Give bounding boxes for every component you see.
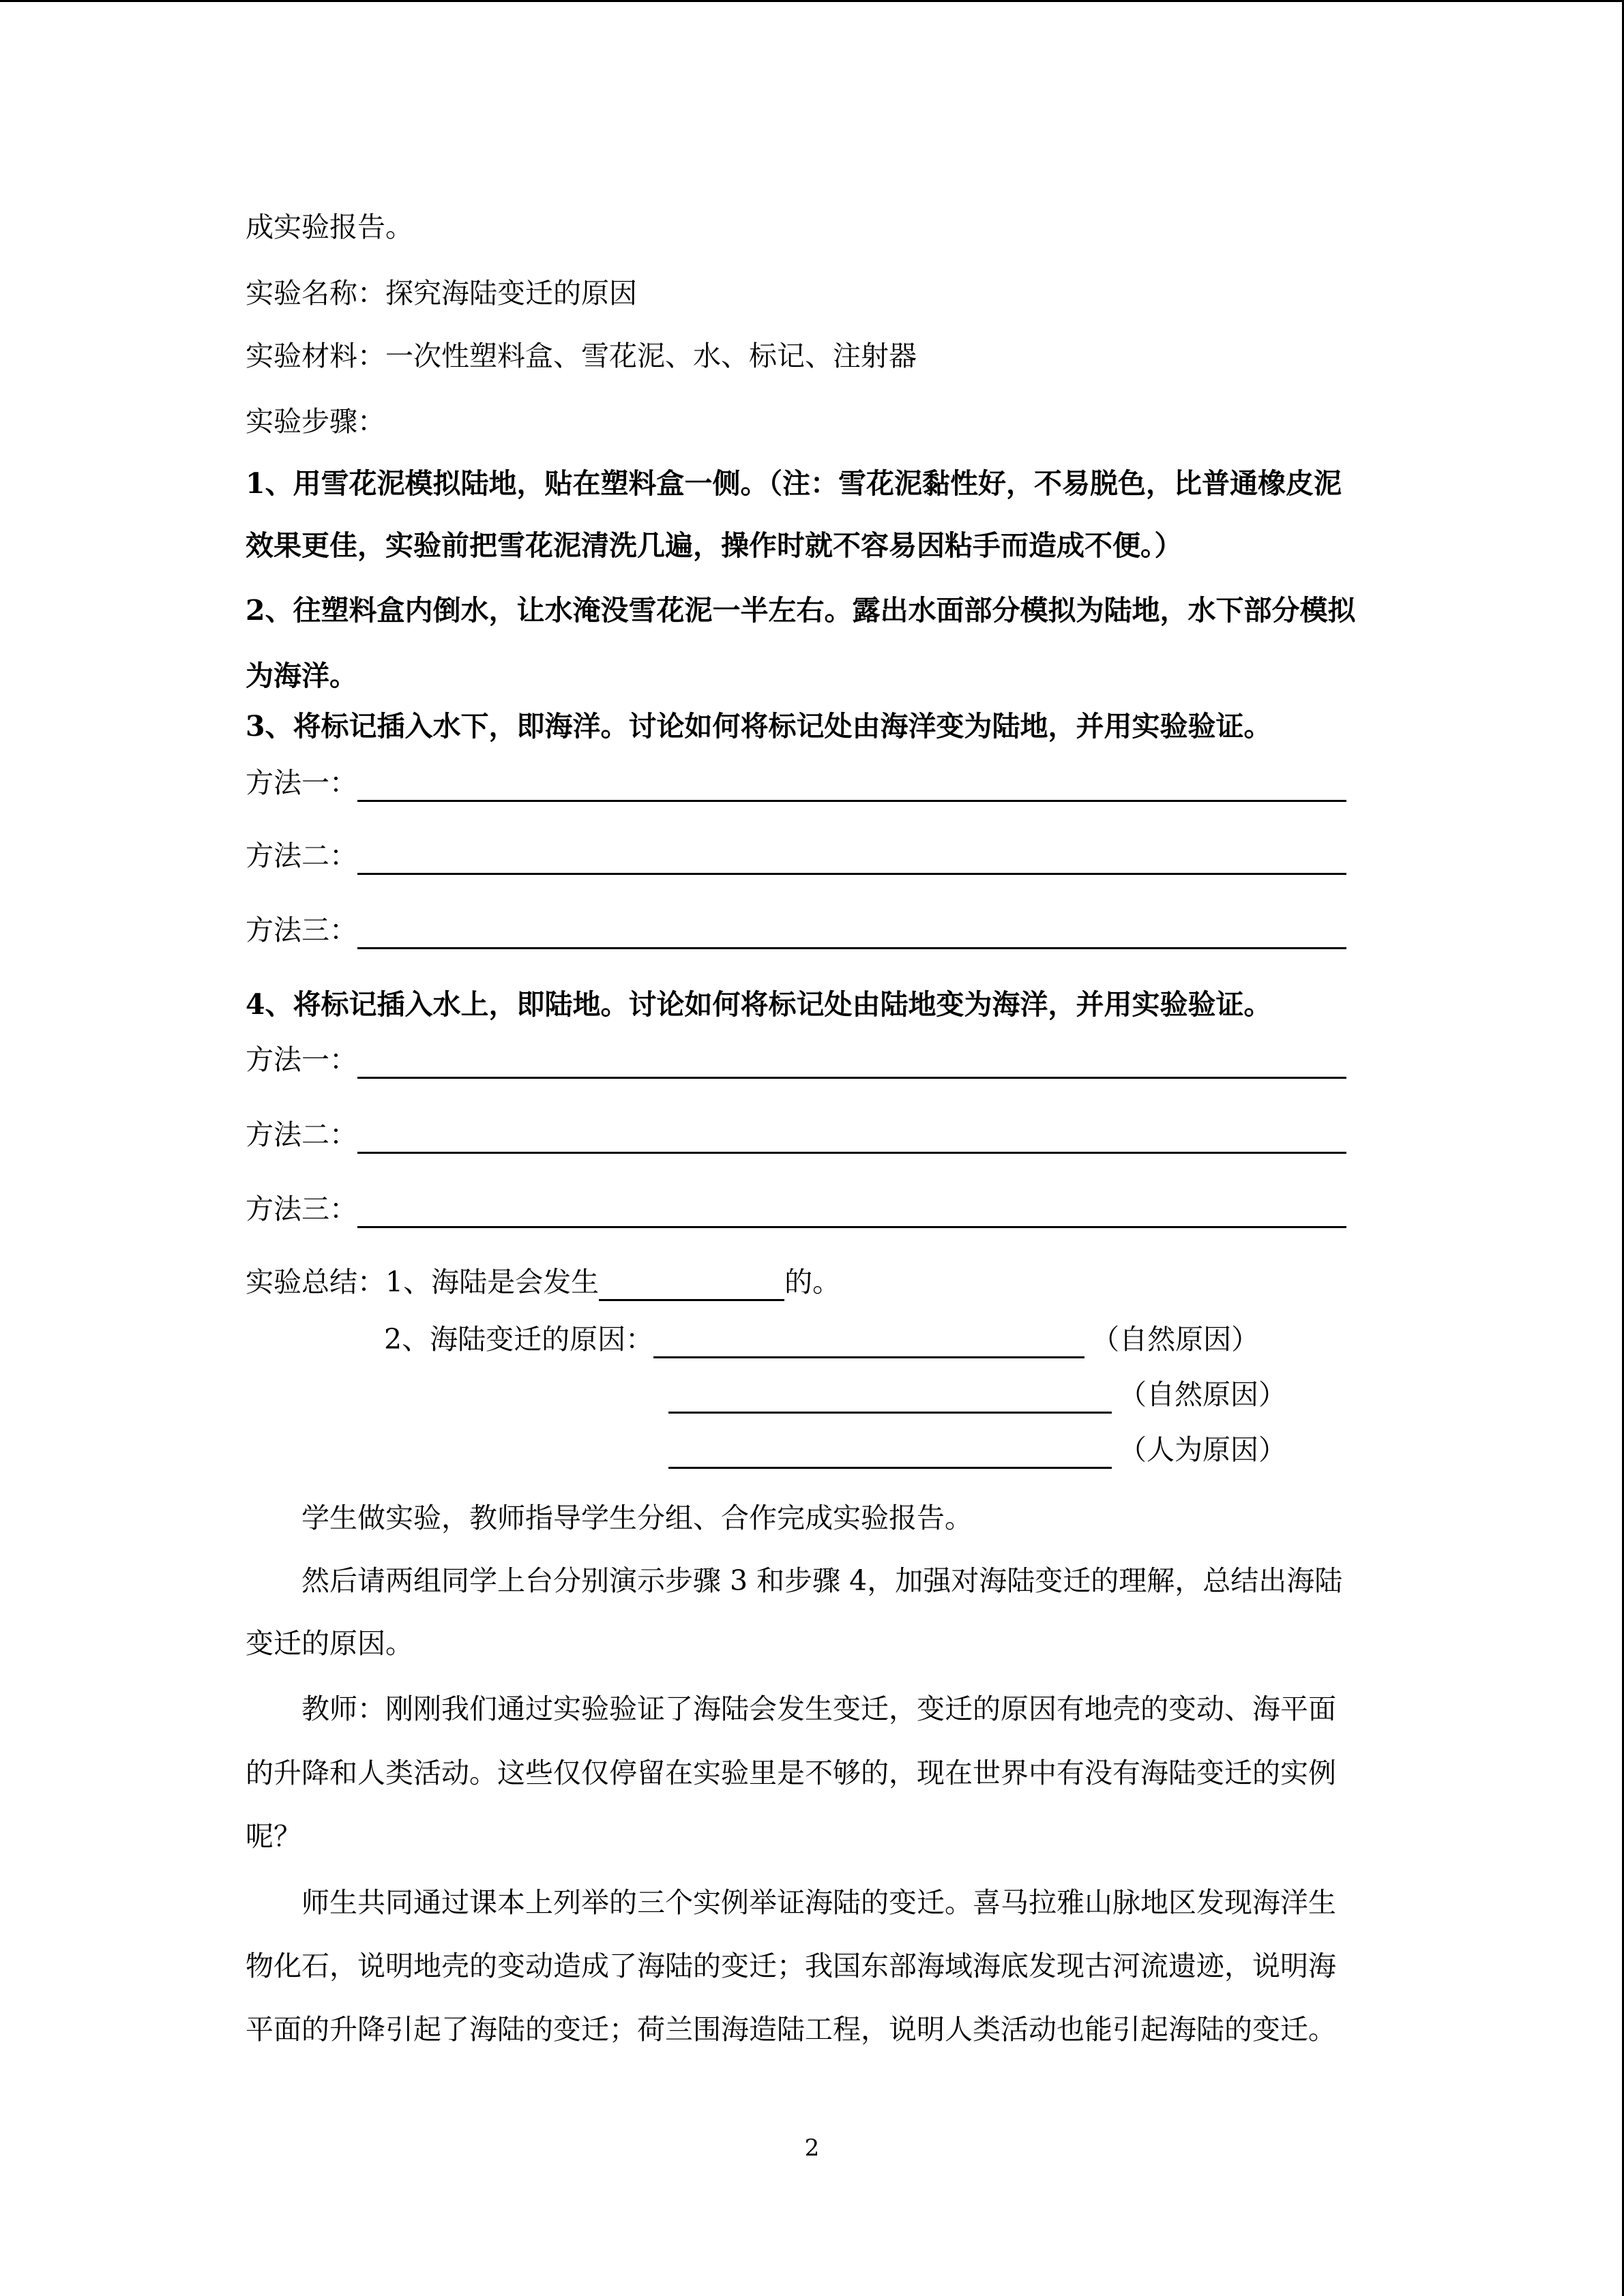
- answer-blank[interactable]: [357, 1124, 1346, 1154]
- answer-blank[interactable]: [599, 1272, 784, 1301]
- paragraph-4-line3: 平面的升降引起了海陆的变迁；荷兰围海造陆工程，说明人类活动也能引起海陆的变迁。: [246, 2013, 1336, 2046]
- step3-method-2: [246, 837, 1346, 875]
- step3-text: 3、将标记插入水下，即海洋。讨论如何将标记处由海洋变为陆地，并用实验验证。: [246, 710, 1272, 743]
- paragraph-1: 学生做实验，教师指导学生分组、合作完成实验报告。: [301, 1502, 973, 1534]
- page-number: 2: [804, 2134, 820, 2162]
- paragraph-3-line2: 的升降和人类活动。这些仅仅停留在实验里是不够的，现在世界中有没有海陆变迁的实例: [246, 1757, 1336, 1789]
- cause-label: （自然原因）: [1119, 1378, 1286, 1411]
- intro-tail: 成实验报告。: [246, 211, 413, 243]
- paragraph-2-line2: 变迁的原因。: [246, 1627, 413, 1660]
- step4-method-1: [246, 1041, 1346, 1079]
- method-label: 方法二：: [246, 839, 357, 872]
- method-label: 方法三：: [246, 1193, 357, 1225]
- answer-blank[interactable]: [653, 1329, 1084, 1358]
- answer-blank[interactable]: [357, 1049, 1346, 1079]
- steps-title: 实验步骤：: [246, 405, 385, 438]
- summary2-label: 2、海陆变迁的原因：: [384, 1323, 654, 1356]
- step4-method-2: [246, 1116, 1346, 1154]
- summary-prefix: 实验总结：1、海陆是会发生: [246, 1266, 600, 1298]
- paragraph-3-line1: 教师：刚刚我们通过实验验证了海陆会发生变迁，变迁的原因有地壳的变动、海平面: [301, 1693, 1336, 1725]
- method-label: 方法二：: [246, 1118, 357, 1151]
- experiment-name: 实验名称：探究海陆变迁的原因: [246, 277, 637, 310]
- paragraph-3-line3: 呢？: [246, 1820, 301, 1853]
- method-label: 方法三：: [246, 914, 357, 946]
- paragraph-4-line1: 师生共同通过课本上列举的三个实例举证海陆的变迁。喜马拉雅山脉地区发现海洋生: [301, 1886, 1336, 1919]
- step2-line2: 为海洋。: [246, 659, 357, 692]
- method-label: 方法一：: [246, 766, 357, 799]
- step2-line1: 2、往塑料盒内倒水，让水淹没雪花泥一半左右。露出水面部分模拟为陆地，水下部分模拟: [246, 594, 1356, 627]
- cause-label: （人为原因）: [1119, 1433, 1286, 1466]
- experiment-materials: 实验材料：一次性塑料盒、雪花泥、水、标记、注射器: [246, 340, 917, 372]
- top-border: [0, 0, 1624, 2]
- summary-line-1: [246, 1263, 840, 1301]
- step4-method-3: [246, 1190, 1346, 1228]
- summary-cause-3: [668, 1431, 1286, 1469]
- step3-method-1: [246, 764, 1346, 802]
- paragraph-2-line1: 然后请两组同学上台分别演示步骤 3 和步骤 4，加强对海陆变迁的理解，总结出海陆: [301, 1564, 1343, 1597]
- summary-line-2: [384, 1320, 1259, 1358]
- answer-blank[interactable]: [668, 1384, 1112, 1414]
- paragraph-4-line2: 物化石，说明地壳的变动造成了海陆的变迁；我国东部海域海底发现古河流遗迹，说明海: [246, 1950, 1336, 1982]
- step3-method-3: [246, 911, 1346, 949]
- answer-blank[interactable]: [357, 920, 1346, 949]
- answer-blank[interactable]: [357, 773, 1346, 802]
- summary-cause-2: [668, 1375, 1286, 1414]
- answer-blank[interactable]: [357, 846, 1346, 875]
- method-label: 方法一：: [246, 1043, 357, 1076]
- summary-suffix: 的。: [784, 1266, 841, 1298]
- cause-label: （自然原因）: [1091, 1323, 1260, 1356]
- step1-line2: 效果更佳，实验前把雪花泥清洗几遍，操作时就不容易因粘手而造成不便。）: [246, 529, 1183, 562]
- answer-blank[interactable]: [357, 1199, 1346, 1228]
- answer-blank[interactable]: [668, 1440, 1112, 1469]
- step1-line1: 1、用雪花泥模拟陆地，贴在塑料盒一侧。（注：雪花泥黏性好，不易脱色，比普通橡皮泥: [246, 467, 1342, 500]
- step4-text: 4、将标记插入水上，即陆地。讨论如何将标记处由陆地变为海洋，并用实验验证。: [246, 988, 1272, 1021]
